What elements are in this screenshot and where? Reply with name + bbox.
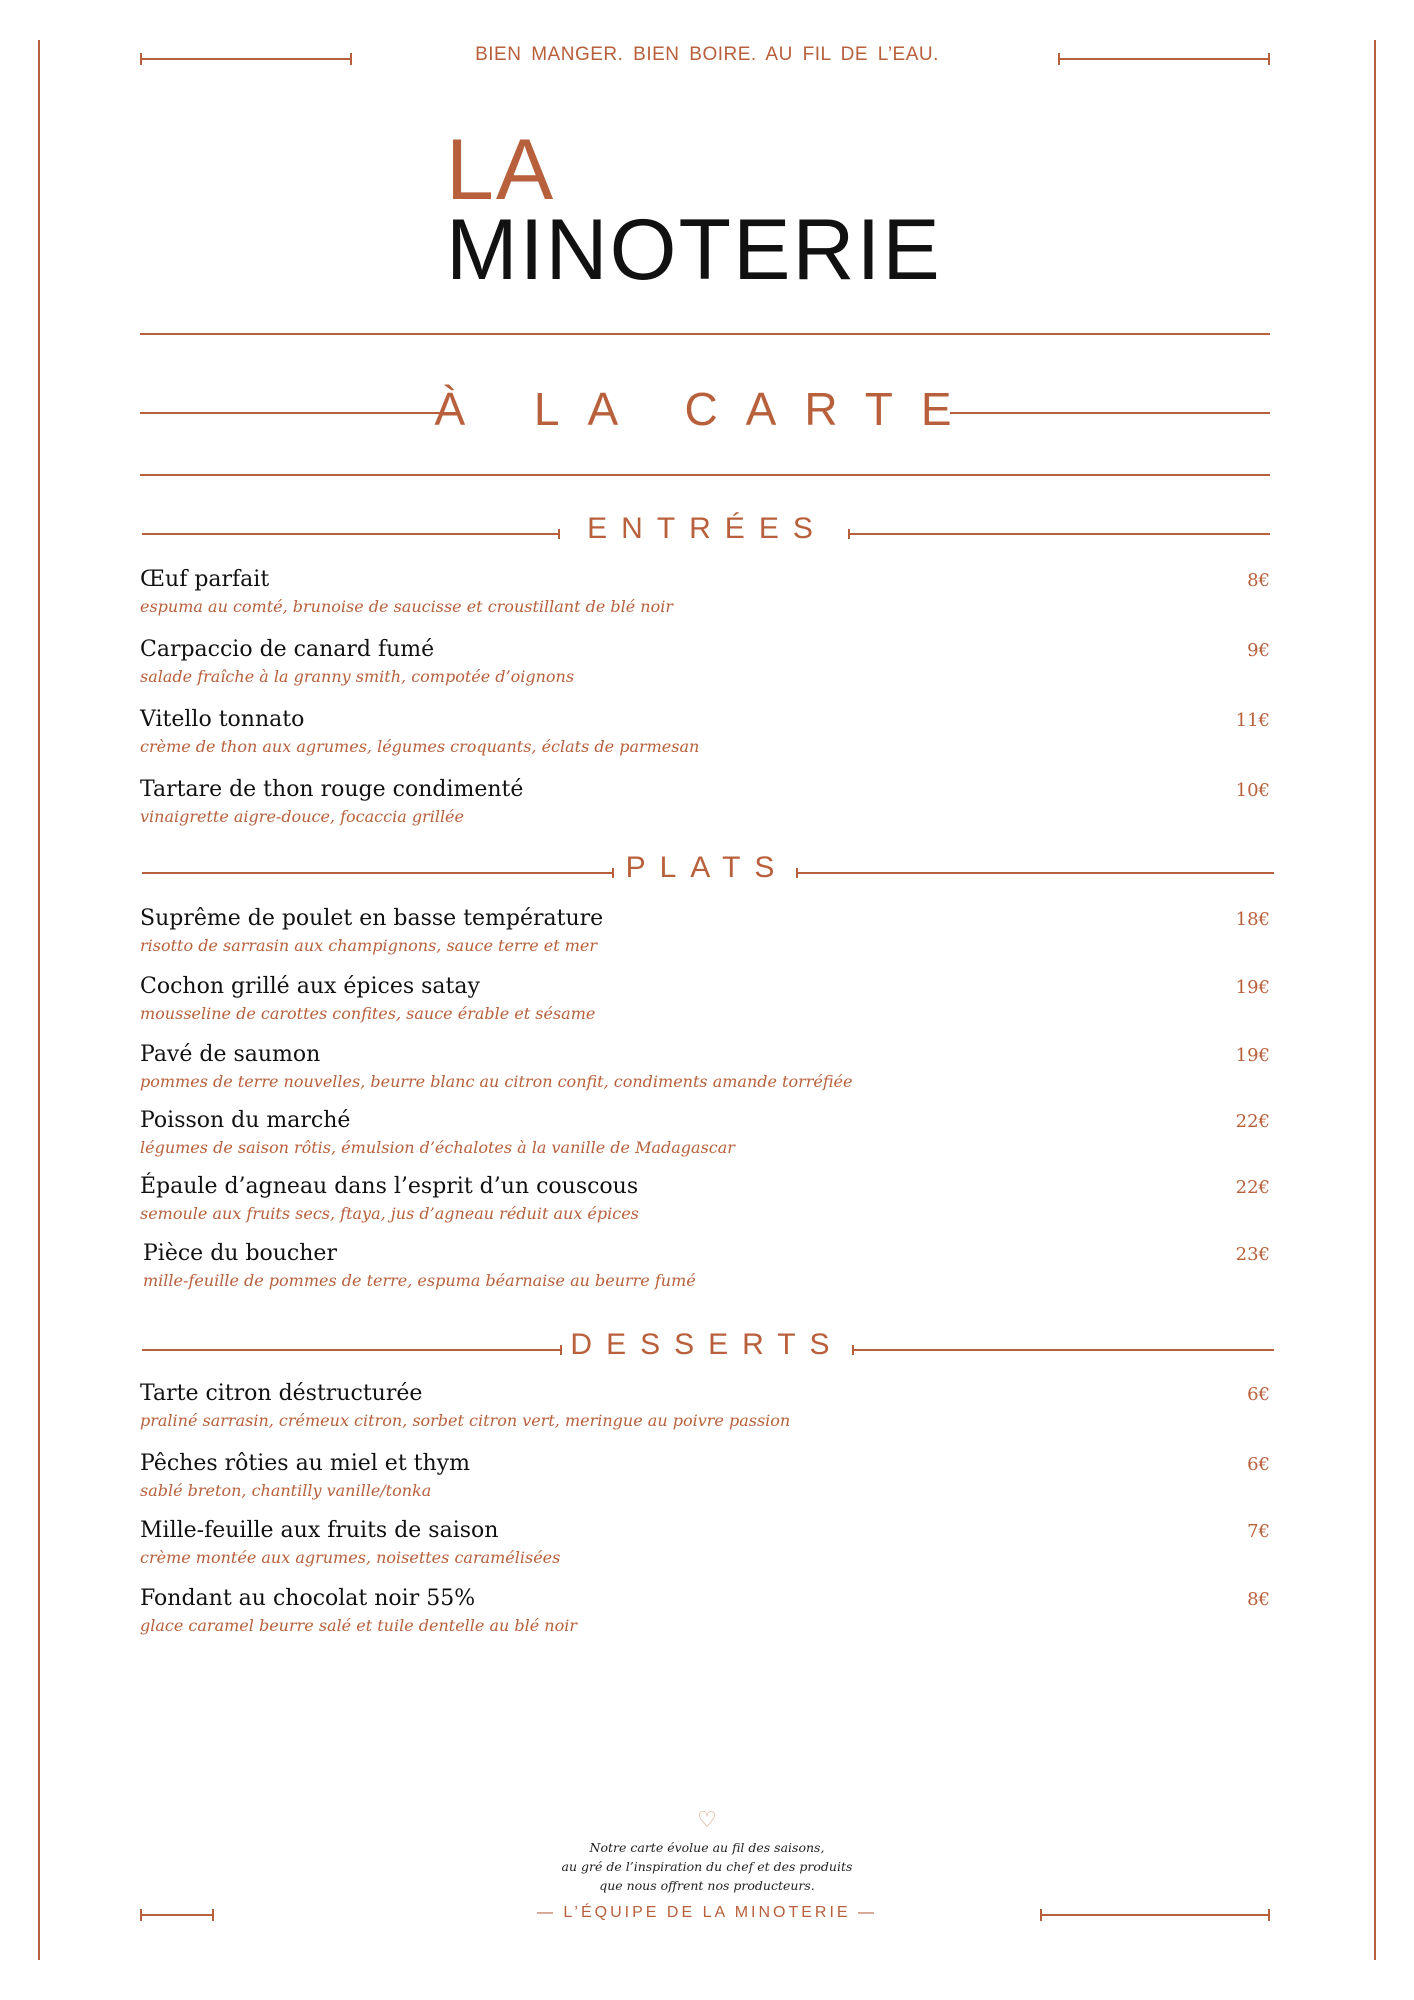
tagline: BIEN MANGER. BIEN BOIRE. AU FIL DE L’EAU. xyxy=(475,44,939,65)
menu-item xyxy=(140,1517,1270,1571)
item-price: 8€ xyxy=(1247,1589,1270,1610)
item-description: sablé breton, chantilly vanille/tonka xyxy=(140,1481,432,1500)
item-description: pommes de terre nouvelles, beurre blanc au citron confit, condiments amande torréfiée xyxy=(140,1072,853,1091)
section-title-desserts: DESSERTS xyxy=(570,1328,844,1361)
menu-item xyxy=(140,1173,1270,1227)
restaurant-logo xyxy=(446,122,942,298)
item-name: Pièce du boucher xyxy=(143,1241,337,1266)
item-price: 10€ xyxy=(1235,780,1270,801)
item-name: Mille-feuille aux fruits de saison xyxy=(140,1518,499,1543)
item-price: 22€ xyxy=(1235,1111,1270,1132)
menu-item xyxy=(143,1240,1270,1294)
item-description: crème montée aux agrumes, noisettes caramélisées xyxy=(140,1548,561,1567)
item-name: Vitello tonnato xyxy=(140,707,305,732)
item-price: 19€ xyxy=(1235,977,1270,998)
item-name: Épaule d’agneau dans l’esprit d’un couscous xyxy=(140,1174,639,1199)
menu-item xyxy=(140,566,1270,620)
item-name: Tarte citron déstructurée xyxy=(140,1381,423,1406)
entrees-line-right xyxy=(848,533,1270,535)
item-price: 22€ xyxy=(1235,1177,1270,1198)
menu-item xyxy=(140,636,1270,690)
menu-item xyxy=(140,706,1270,760)
item-price: 6€ xyxy=(1247,1454,1270,1475)
item-price: 7€ xyxy=(1247,1521,1270,1542)
menu-item xyxy=(140,1450,1270,1504)
frame-border-right xyxy=(1374,40,1376,1960)
bottom-right-ornament xyxy=(1040,1914,1270,1916)
item-price: 18€ xyxy=(1235,909,1270,930)
plats-line-right xyxy=(796,872,1274,874)
item-price: 8€ xyxy=(1247,570,1270,591)
menu-item xyxy=(140,973,1270,1027)
frame-border-left xyxy=(38,40,40,1960)
item-description: vinaigrette aigre-douce, focaccia grillée xyxy=(140,807,464,826)
item-description: praliné sarrasin, crémeux citron, sorbet citron vert, meringue au poivre passion xyxy=(140,1411,791,1430)
item-description: légumes de saison rôtis, émulsion d’échalotes à la vanille de Madagascar xyxy=(140,1138,735,1157)
carte-title: À LA CARTE xyxy=(434,383,980,435)
footer-signature: — L’ÉQUIPE DE LA MINOTERIE — xyxy=(536,1904,878,1921)
item-name: Tartare de thon rouge condimenté xyxy=(140,777,524,802)
menu-item xyxy=(140,1107,1270,1161)
divider-bottom xyxy=(140,474,1270,476)
item-description: salade fraîche à la granny smith, compotée d’oignons xyxy=(140,667,575,686)
menu-item xyxy=(140,1041,1270,1095)
item-name: Carpaccio de canard fumé xyxy=(140,637,435,662)
logo-line-la: LA xyxy=(446,122,556,218)
menu-item xyxy=(140,1585,1270,1639)
footer-note-line: Notre carte évolue au fil des saisons, xyxy=(589,1840,825,1855)
item-name: Suprême de poulet en basse température xyxy=(140,906,604,931)
item-description: glace caramel beurre salé et tuile dentelle au blé noir xyxy=(140,1616,577,1635)
footer-note xyxy=(0,1838,1414,1895)
item-price: 9€ xyxy=(1247,640,1270,661)
item-name: Œuf parfait xyxy=(140,567,270,592)
footer-note-line: que nous offrent nos producteurs. xyxy=(599,1878,815,1893)
logo-line-minoterie: MINOTERIE xyxy=(446,202,942,298)
item-name: Fondant au chocolat noir 55% xyxy=(140,1586,476,1611)
section-title-plats: PLATS xyxy=(625,851,789,884)
item-name: Cochon grillé aux épices satay xyxy=(140,974,480,999)
heart-outline-icon: ♡ xyxy=(697,1808,717,1833)
menu-item xyxy=(140,1380,1270,1434)
menu-item xyxy=(140,776,1270,830)
desserts-line-right xyxy=(852,1349,1274,1351)
item-price: 19€ xyxy=(1235,1045,1270,1066)
divider-top xyxy=(140,333,1270,335)
section-title-entrees: ENTRÉES xyxy=(587,512,827,545)
menu-item xyxy=(140,905,1270,959)
item-description: risotto de sarrasin aux champignons, sauce terre et mer xyxy=(140,936,598,955)
item-price: 23€ xyxy=(1235,1244,1270,1265)
item-description: espuma au comté, brunoise de saucisse et croustillant de blé noir xyxy=(140,597,674,616)
item-description: crème de thon aux agrumes, légumes croquants, éclats de parmesan xyxy=(140,737,700,756)
footer-note-line: au gré de l’inspiration du chef et des produits xyxy=(561,1859,853,1874)
item-name: Pêches rôties au miel et thym xyxy=(140,1451,470,1476)
item-description: mille-feuille de pommes de terre, espuma béarnaise au beurre fumé xyxy=(143,1271,696,1290)
item-name: Poisson du marché xyxy=(140,1108,351,1133)
item-name: Pavé de saumon xyxy=(140,1042,321,1067)
item-price: 6€ xyxy=(1247,1384,1270,1405)
item-description: semoule aux fruits secs, ftaya, jus d’agneau réduit aux épices xyxy=(140,1204,639,1223)
item-price: 11€ xyxy=(1235,710,1270,731)
item-description: mousseline de carottes confites, sauce érable et sésame xyxy=(140,1004,596,1023)
